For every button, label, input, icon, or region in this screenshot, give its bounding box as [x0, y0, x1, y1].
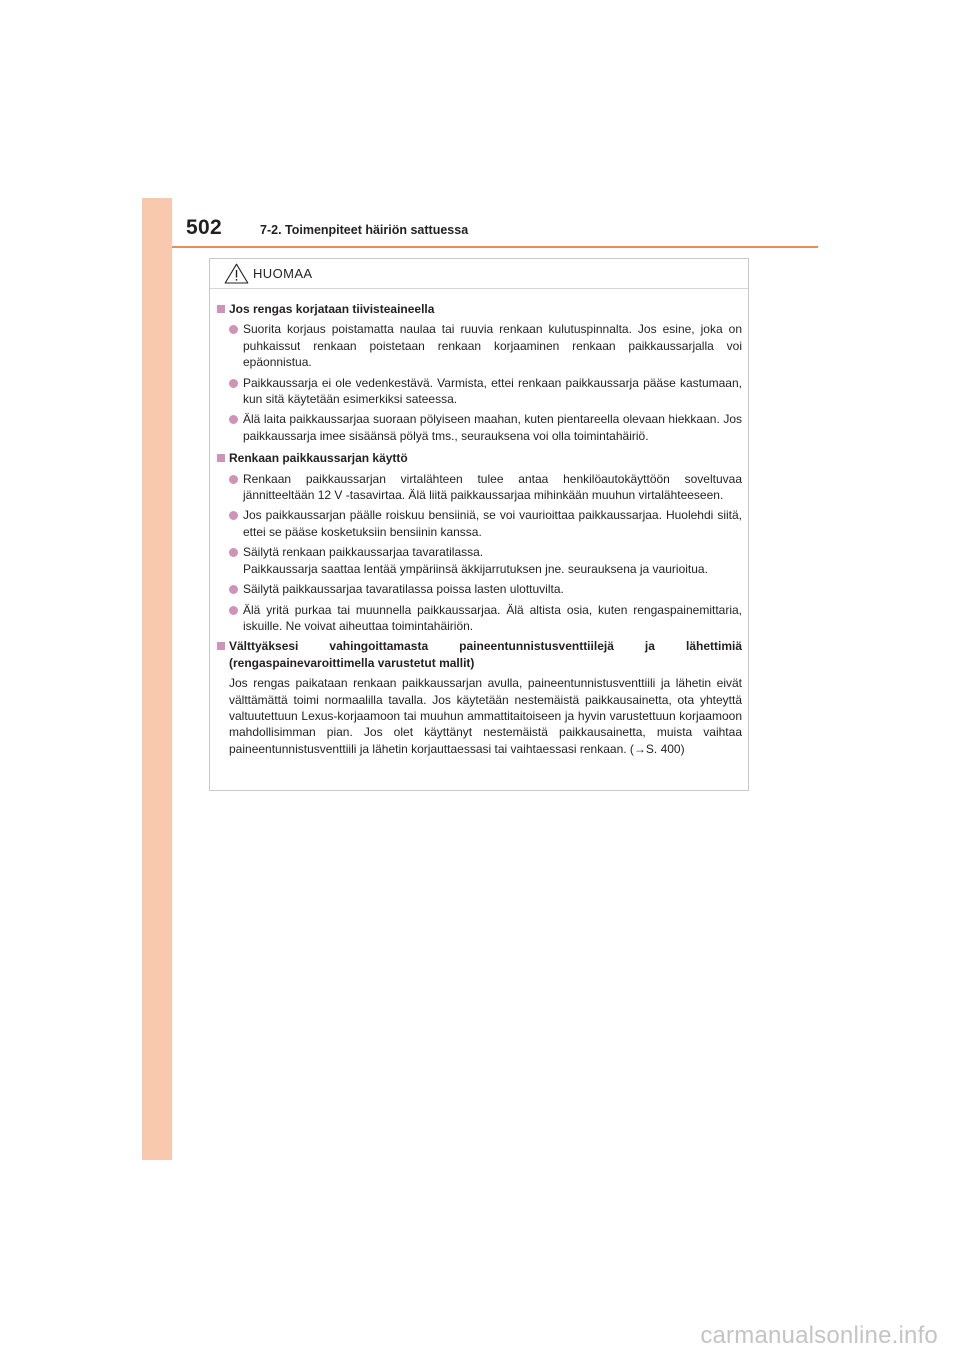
- notice-label: HUOMAA: [253, 266, 313, 281]
- circle-bullet-icon: [229, 606, 238, 615]
- section-heading: Jos rengas korjataan tiivisteaineella: [217, 301, 742, 317]
- section-heading: Renkaan paikkaussarjan käyttö: [217, 450, 742, 466]
- circle-bullet-icon: [229, 475, 238, 484]
- square-bullet-icon: [217, 642, 225, 650]
- side-strip: [142, 198, 172, 1160]
- notice-box: [209, 258, 749, 791]
- section-title: 7-2. Toimenpiteet häiriön sattuessa: [260, 223, 469, 237]
- list-item: Säilytä renkaan paikkaussarjaa tavaratilassa. Paikkaussarja saattaa lentää ympäriinsä äkkijarrutuksen jne. seurauksena ja vaurioitua.: [217, 544, 742, 577]
- list-item: Jos paikkaussarjan päälle roiskuu bensiiniä, se voi vaurioittaa paikkaussarjaa. Huolehdi siitä, ettei se pääse kosketuksiin bensiinin kanssa.: [217, 507, 742, 540]
- notice-body: [210, 289, 748, 757]
- section-paragraph: Jos rengas paikataan renkaan paikkaussarjan avulla, paineentunnistusventtiili ja lähetin eivät välttämättä toimi normaalilla tavalla. Jos käytetään nestemäistä paikkausainetta, ota yhteyttä valtuutettuun Lexus-korjaamoon tai muuhun ammattitaitoiseen ja hyvin varustettuun korjaamoon mahdollisimman pian. Jos olet käyttänyt nestemäistä paikkausainetta, muista vaihtaa paineentunnistusventtiili ja lähetin korjauttaessasi tai vaihtaessasi renkaan. (→S. 400): [229, 676, 742, 756]
- list-item: Älä laita paikkaussarjaa suoraan pölyiseen maahan, kuten pientareella olevaan hiekkaan. Jos paikkaussarja imee sisäänsä pölyä tms., seurauksena voi olla toimintahäiriö.: [217, 411, 742, 444]
- page-number: 502: [186, 216, 222, 239]
- warning-triangle-icon: [224, 263, 249, 284]
- notice-header: [210, 259, 748, 289]
- square-bullet-icon: [217, 305, 225, 313]
- circle-bullet-icon: [229, 511, 238, 520]
- list-item: Renkaan paikkaussarjan virtalähteen tulee antaa henkilöautokäyttöön soveltuvaa jännitteeltään 12 V -tasavirtaa. Älä liitä paikkaussarjaa mihinkään muuhun virtalähteeseen.: [217, 471, 742, 504]
- circle-bullet-icon: [229, 548, 238, 557]
- square-bullet-icon: [217, 454, 225, 462]
- list-item: Älä yritä purkaa tai muunnella paikkaussarjaa. Älä altista osia, kuten rengaspainemittaria, iskuille. Ne voivat aiheuttaa toimintahäiriön.: [217, 602, 742, 635]
- watermark: carmanualsonline.info: [700, 1322, 938, 1349]
- circle-bullet-icon: [229, 325, 238, 334]
- circle-bullet-icon: [229, 415, 238, 424]
- list-item: Suorita korjaus poistamatta naulaa tai ruuvia renkaan kulutuspinnalta. Jos esine, joka on puhkaissut renkaan poistetaan renkaan korjaaminen renkaan paikkaussarjalla voi epäonnistua.: [217, 321, 742, 370]
- page-header: [172, 212, 818, 248]
- circle-bullet-icon: [229, 379, 238, 388]
- section-heading: Välttyäksesi vahingoittamasta paineentunnistusventtiilejä ja lähettimiä (rengaspainevaroittimella varustetut mallit): [217, 638, 742, 671]
- circle-bullet-icon: [229, 585, 238, 594]
- list-item: Säilytä paikkaussarjaa tavaratilassa poissa lasten ulottuvilta.: [217, 581, 742, 597]
- list-item: Paikkaussarja ei ole vedenkestävä. Varmista, ettei renkaan paikkaussarja pääse kastumaan, kun sitä käytetään esimerkiksi sateessa.: [217, 375, 742, 408]
